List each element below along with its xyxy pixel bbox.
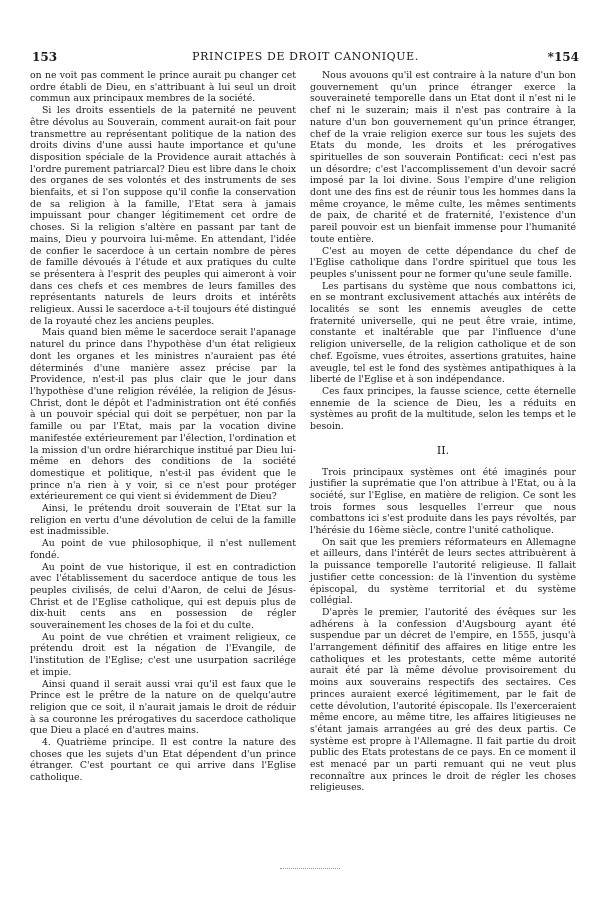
right-column <box>310 70 576 794</box>
paragraph: On sait que les premiers réformateurs en Allemagne et ailleurs, dans l'intérêt de leurs sectes attribuèrent à la puissance temporelle l'autorité religieuse. Il fallait justifier cette concession: de là l'invention du système épiscopal, du système territorial et du système collégial. <box>310 536 576 607</box>
page-number-right: *154 <box>547 50 579 64</box>
paragraph: C'est au moyen de cette dépendance du chef de l'Eglise catholique dans l'ordre spirituel que tous les peuples s'unissent pour ne former qu'une seule famille. <box>310 245 576 280</box>
paragraph: 4. Quatrième principe. Il est contre la nature des choses que les sujets d'un Etat dépendent d'un prince étranger. C'est pourtant ce qui arrive dans l'Eglise catholique. <box>30 737 296 784</box>
paragraph: Trois principaux systèmes ont été imaginés pour justifier la suprématie que l'on attribue à l'Etat, ou à la société, sur l'Eglise, en matière de religion. Ce sont les trois formes sous lesquelles l'erreur que nous combattons ici s'est produite dans les pays révoltés, par l'hérésie du 16ème siècle, contre l'unité catholique. <box>310 466 576 537</box>
paragraph: Mais quand bien même le sacerdoce serait l'apanage naturel du prince dans l'hypothèse d'un état religieux dont les organes et les ministres n'auraient pas été déterminés d'une manière assez précise par la Providence, n'est-il pas plus clair que le jour dans l'hypothèse d'une religion révélée, la religion de Jésus-Christ, dont le dépôt et l'administration ont été confiés à un pouvoir spécial qui doit se perpétuer, non par la famille ou par l'Etat, mais par la vocation divine manifestée extérieurement par l'élection, l'ordination et la mission d'un ordre hiérarchique institué par Dieu lui-même en dehors des conditions de la société domestique et politique, n'est-il pas évident que le prince n'a rien à y voir, si ce n'est pour protéger extérieurement ce qui vient si évidemment de Dieu? <box>30 327 296 503</box>
paragraph: Ces faux principes, la fausse science, cette éternelle ennemie de la science de Dieu, les a réduits en systèmes au profit de la multitude, selon les temps et le besoin. <box>310 385 576 433</box>
page-header <box>32 50 579 66</box>
paragraph: Au point de vue historique, il est en contradiction avec l'établissement du sacerdoce antique de tous les peuples civilisés, de celui d'Aaron, de celui de Jésus-Christ et de l'Eglise catholique, qui est depuis plus de dix-huit cents ans en possession de régler souverainement les choses de la foi et du culte. <box>30 561 296 632</box>
section-heading: II. <box>436 443 450 457</box>
paragraph: Les partisans du système que nous combattons ici, en se montrant exclusivement attachés aux intérêts de localités se sont les ennemis aveugles de cette fraternité universelle, qui ne peut être vraie, intime, constante et inaltérable que par l'influence d'une religion universelle, de la religion catholique et de son chef. Egoïsme, vues étroites, assertions gratuites, haine aveugle, tel est le fond des systèmes antipathiques à la liberté de l'Eglise et à son indépendance. <box>310 280 576 386</box>
paragraph: Si les droits essentiels de la paternité ne peuvent être dévolus au Souverain, comment aurait-on fait pour transmettre au représentant politique de la nation des droits divins d'une aussi haute importance et qu'une disposition spéciale de la Providence aurait attachés à l'ordre purement patriarcal? Dieu est libre dans le choix des organes de ses volontés et des instruments de ses bienfaits, et si l'on suppose qu'il confie la conservation de sa religion à la famille, l'Etat sera à jamais impuissant pour changer légitimement cet ordre de choses. Si la religion s'altère en passant par tant de mains, Dieu y pourvoira lui-même. En attendant, l'idée de confier le sacerdoce à un certain nombre de pères de famille dévoués à l'étude et aux pratiques du culte se présentera à l'esprit des peuples qui aimeront à voir dans ces chefs et ces membres de leurs familles des représentants naturels de leurs droits et intérêts religieux. Aussi le sacerdoce a-t-il toujours été distingué de la royauté chez les anciens peuples. <box>30 105 296 327</box>
paragraph: on ne voit pas comment le prince aurait pu changer cet ordre établi de Dieu, en s'attribuant à lui seul un droit commun aux principaux membres de la société. <box>30 70 296 105</box>
paragraph: Ainsi quand il serait aussi vrai qu'il est faux que le Prince est le prêtre de la nature on de quelqu'autre religion que ce soit, il n'aurait jamais le droit de réduir à sa couronne les prérogatives du sacerdoce catholique que Dieu a placé en d'autres mains. <box>30 678 296 737</box>
paragraph: D'après le premier, l'autorité des évêques sur les adhérens à la confession d'Augsbourg ayant été suspendue par un décret de l'empire, en 1555, jusqu'à l'arrangement définitif des affaires en litige entre les catholiques et les protestants, cette même autorité aurait été par là même dévolue provisoirement du moins aux souverains respectifs des sectaires. Ces princes auraient exercé légitimement, par le fait de cette dévolution, l'autorité épiscopale. Ils l'exerceraient même encore, au même titre, les affaires litigieuses ne s'étant jamais arrangées au gré des deux partis. Ce système est propre à l'Allemagne. Il fait partie du droit public des Etats protestans de ce pays. En ce moment il est menacé par un parti remuant qui ne veut plus reconnaître aux princes le droit de régler les choses religieuses. <box>310 606 576 794</box>
paragraph: Au point de vue philosophique, il n'est nullement fondé. <box>30 538 296 561</box>
paragraph: Ainsi, le prétendu droit souverain de l'Etat sur la religion en vertu d'une dévolution de celui de la famille est inadmissible. <box>30 503 296 538</box>
page-number-left: 153 <box>32 50 58 64</box>
paragraph: Nous avouons qu'il est contraire à la nature d'un bon gouvernement qu'un prince étranger exerce la souveraineté temporelle dans un Etat dont il n'est ni le chef ni le suzerain; mais il n'est pas contraire à la nature d'un bon gouvernement qu'un prince étranger, chef de la vraie religion exerce sur tous les sujets des Etats du monde, les droits et les prérogatives spirituelles de son souverain Pontificat: ceci n'est pas un désordre; c'est l'accomplissement d'un devoir sacré imposé par la loi divine. Sous l'empire d'une religion dont une des fins est de réunir tous les hommes dans la même croyance, le même culte, les mêmes sentiments de paix, de charité et de fraternité, l'existence d'un pareil pouvoir est un bienfait immense pour l'humanité toute entière. <box>310 70 576 245</box>
left-column <box>30 70 296 784</box>
paragraph: Au point de vue chrétien et vraiment religieux, ce prétendu droit est la négation de l'Evangile, de l'institution de l'Eglise; c'est une usurpation sacrilége et impie. <box>30 631 296 678</box>
footer-divider <box>280 868 340 869</box>
running-title: PRINCIPES DE DROIT CANONIQUE. <box>192 50 419 63</box>
